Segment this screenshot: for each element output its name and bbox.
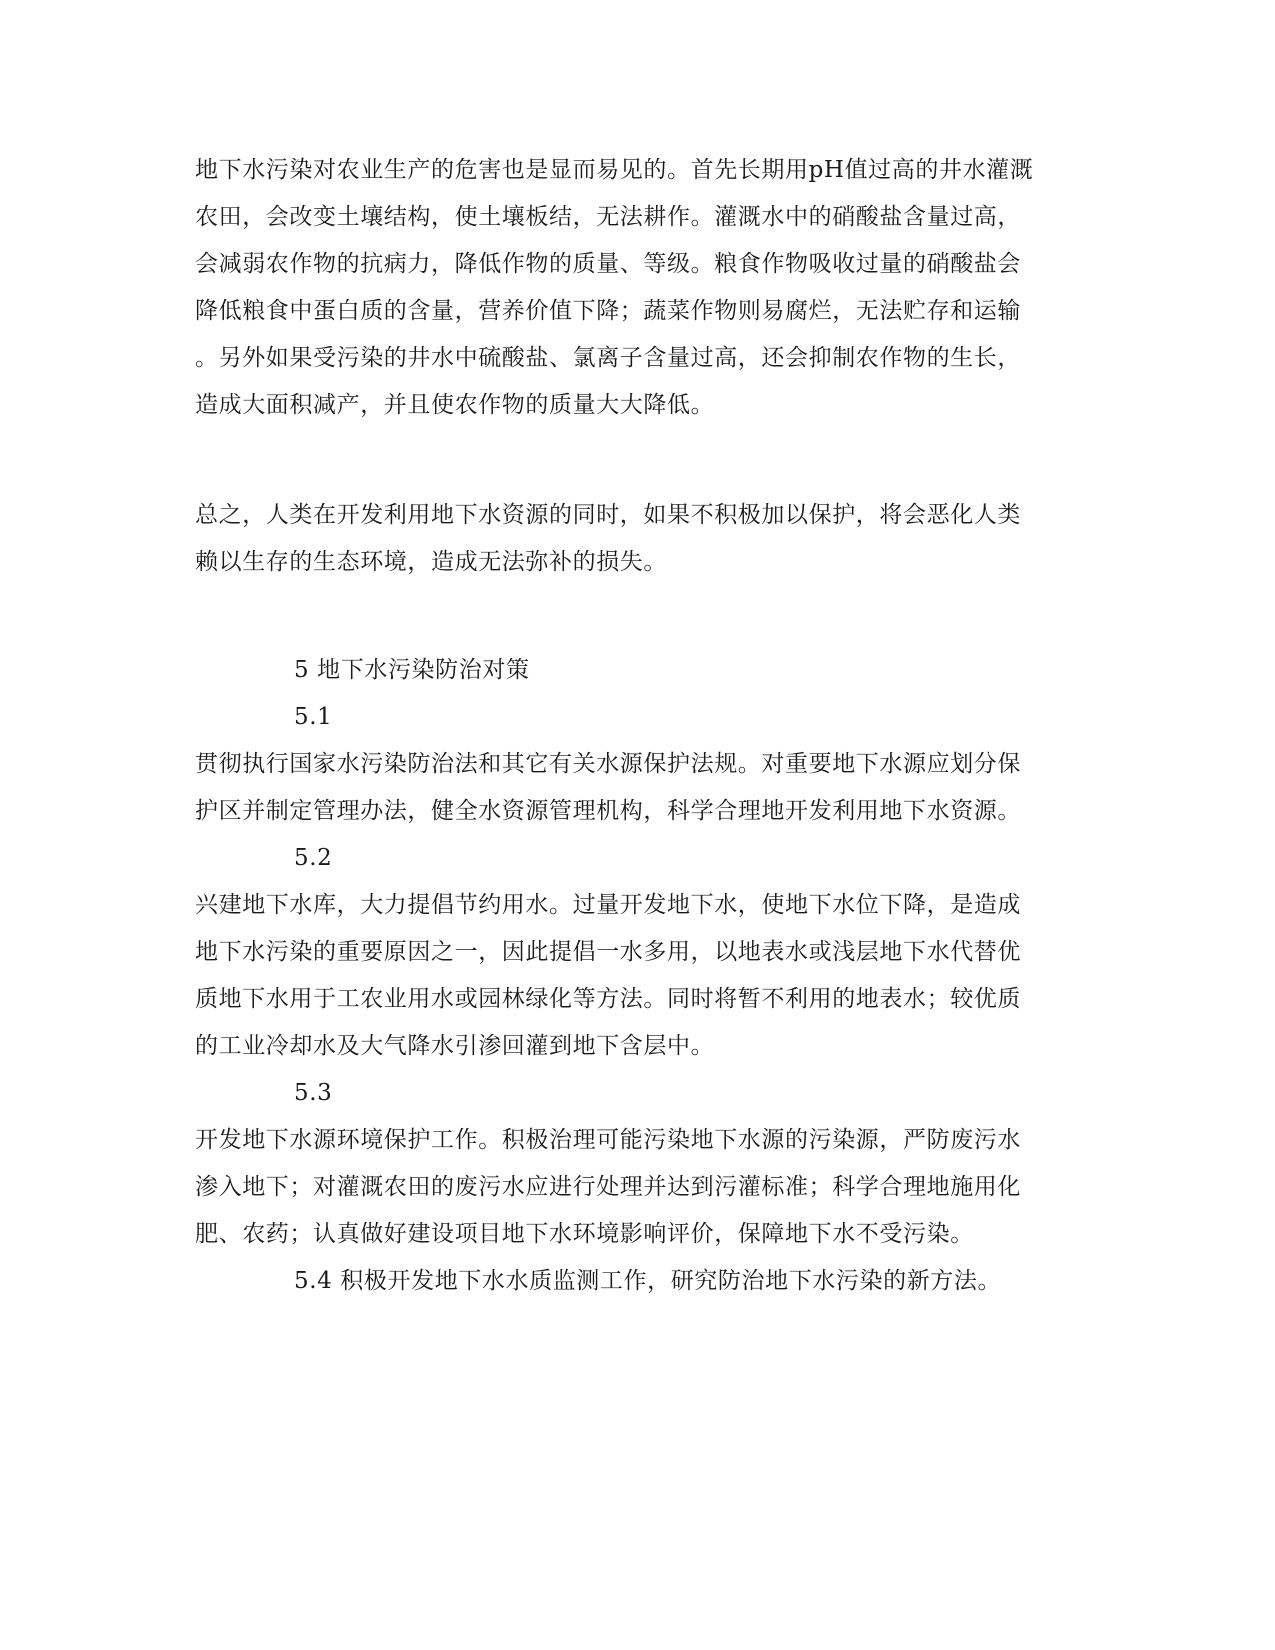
paragraph-line: 兴建地下水库，大力提倡节约用水。过量开发地下水，使地下水位下降，是造成 (195, 892, 1021, 918)
paragraph-line: 质地下水用于工农业用水或园林绿化等方法。同时将暂不利用的地表水；较优质 (195, 986, 1021, 1012)
paragraph-line: 开发地下水源环境保护工作。积极治理可能污染地下水源的污染源，严防废污水 (195, 1127, 1021, 1153)
paragraph-line: 地下水污染的重要原因之一，因此提倡一水多用，以地表水或浅层地下水代替优 (195, 939, 1021, 965)
paragraph-line: 降低粮食中蛋白质的含量，营养价值下降；蔬菜作物则易腐烂，无法贮存和运输 (195, 298, 1021, 324)
paragraph-line: 渗入地下；对灌溉农田的废污水应进行处理并达到污灌标准；科学合理地施用化 (195, 1174, 1021, 1200)
paragraph-line: 赖以生存的生态环境，造成无法弥补的损失。 (195, 549, 667, 575)
subsection-number: 5.3 (294, 1080, 333, 1106)
subsection-number: 5.2 (294, 845, 333, 871)
paragraph-line: 造成大面积减产，并且使农作物的质量大大降低。 (195, 392, 715, 418)
paragraph-line: 农田，会改变土壤结构，使土壤板结，无法耕作。灌溉水中的硝酸盐含量过高， (195, 204, 1021, 230)
paragraph-line: 总之，人类在开发利用地下水资源的同时，如果不积极加以保护，将会恶化人类 (195, 502, 1021, 528)
paragraph-line: 。另外如果受污染的井水中硫酸盐、氯离子含量过高，还会抑制农作物的生长， (195, 345, 1021, 371)
paragraph-line: 护区并制定管理办法，健全水资源管理机构，科学合理地开发利用地下水资源。 (195, 798, 1021, 824)
paragraph-line: 地下水污染对农业生产的危害也是显而易见的。首先长期用pH值过高的井水灌溉 (195, 157, 1034, 183)
subsection-number: 5.1 (294, 704, 333, 730)
section-heading: 5 地下水污染防治对策 (294, 657, 530, 683)
paragraph-line: 肥、农药；认真做好建设项目地下水环境影响评价，保障地下水不受污染。 (195, 1221, 974, 1247)
paragraph-line: 贯彻执行国家水污染防治法和其它有关水源保护法规。对重要地下水源应划分保 (195, 751, 1021, 777)
subsection-line: 5.4 积极开发地下水水质监测工作，研究防治地下水污染的新方法。 (294, 1268, 1002, 1294)
paragraph-line: 的工业冷却水及大气降水引渗回灌到地下含层中。 (195, 1033, 715, 1059)
paragraph-line: 会减弱农作物的抗病力，降低作物的质量、等级。粮食作物吸收过量的硝酸盐会 (195, 251, 1021, 277)
